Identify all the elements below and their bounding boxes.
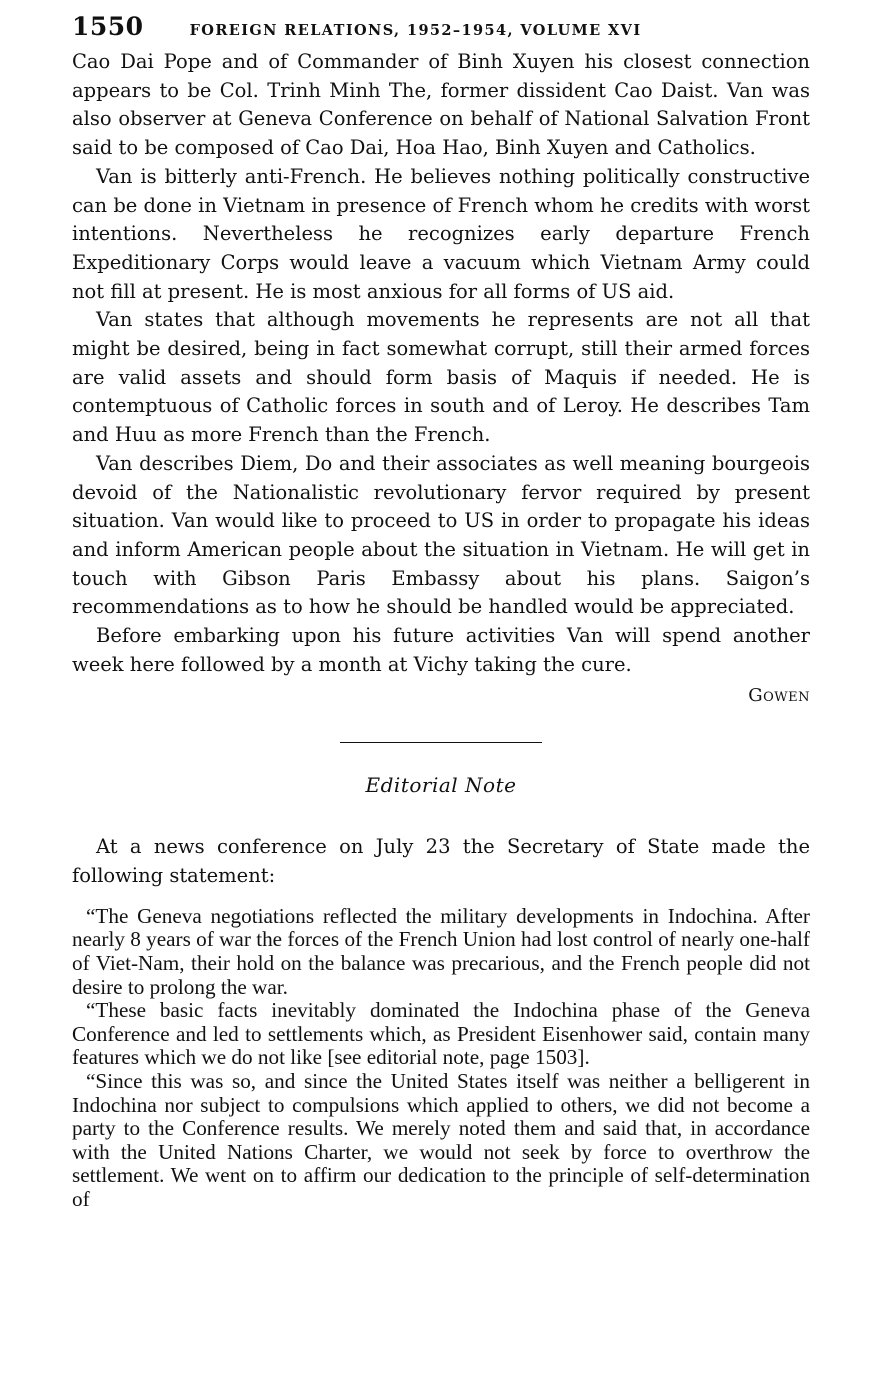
editorial-intro-paragraph: At a news conference on July 23 the Secretary of State made the following statement: <box>72 835 810 888</box>
document-page <box>72 12 810 1212</box>
telegram-body <box>72 48 810 679</box>
body-paragraph: Van states that although movements he represents are not all that might be desired, being in fact somewhat corrupt, still their armed forces are valid assets and should form basis of Maquis if needed. He is contemptuous of Catholic forces in south and of Leroy. He describes Tam and Huu as more French than the French. <box>72 308 810 447</box>
quote-paragraph: “The Geneva negotiations reflected the military developments in Indochina. After nearly 8 years of war the forces of the French Union had lost control of nearly one-half of Viet-Nam, their hold on the balance was precarious, and the French people did not desire to prolong the war. <box>72 903 810 999</box>
quote-paragraph: “These basic facts inevitably dominated the Indochina phase of the Geneva Conference and led to settlements which, as President Eisenhower said, contain many features which we do not like [see editorial note, page 1503]. <box>72 998 810 1070</box>
quote-paragraph: “Since this was so, and since the United States itself was neither a belligerent in Indochina nor subject to compulsions which applied to others, we did not become a party to the Conference results. We merely noted them and said that, in accordance with the United Nations Charter, we would not seek by force to overthrow the settlement. We went on to affirm our dedication to the principle of self-determination of <box>72 1069 810 1211</box>
editorial-note-heading: Editorial Note <box>365 773 517 798</box>
running-title: FOREIGN RELATIONS, 1952–1954, VOLUME XVI <box>189 22 642 39</box>
body-paragraph: Cao Dai Pope and of Commander of Binh Xuyen his closest connection appears to be Col. Trinh Minh The, former dissident Cao Daist. Van was also observer at Geneva Conference on behalf of National Salvation Front said to be composed of Cao Dai, Hoa Hao, Binh Xuyen and Catholics. <box>72 50 810 160</box>
running-header <box>72 12 810 48</box>
page-number: 1550 <box>72 12 144 41</box>
body-paragraph: Van is bitterly anti-French. He believes nothing politically constructive can be done in Vietnam in presence of French whom he credits with worst intentions. Nevertheless he recognizes early departure French Expeditionary Corps would leave a vacuum which Vietnam Army could not fill at present. He is most anxious for all forms of US aid. <box>72 164 810 303</box>
section-divider <box>340 742 542 743</box>
body-paragraph: Before embarking upon his future activities Van will spend another week here followed by a month at Vichy taking the cure. <box>72 624 810 676</box>
signature: Gowen <box>748 685 810 707</box>
body-paragraph: Van describes Diem, Do and their associates as well meaning bourgeois devoid of the Nationalistic revolutionary fervor required by present situation. Van would like to proceed to US in order to propagate his ideas and inform American people about the situation in Vietnam. He will get in touch with Gibson Paris Embassy about his plans. Saigon’s recommendations as to how he should be handled would be appreciated. <box>72 451 810 619</box>
block-quote <box>72 905 810 1212</box>
